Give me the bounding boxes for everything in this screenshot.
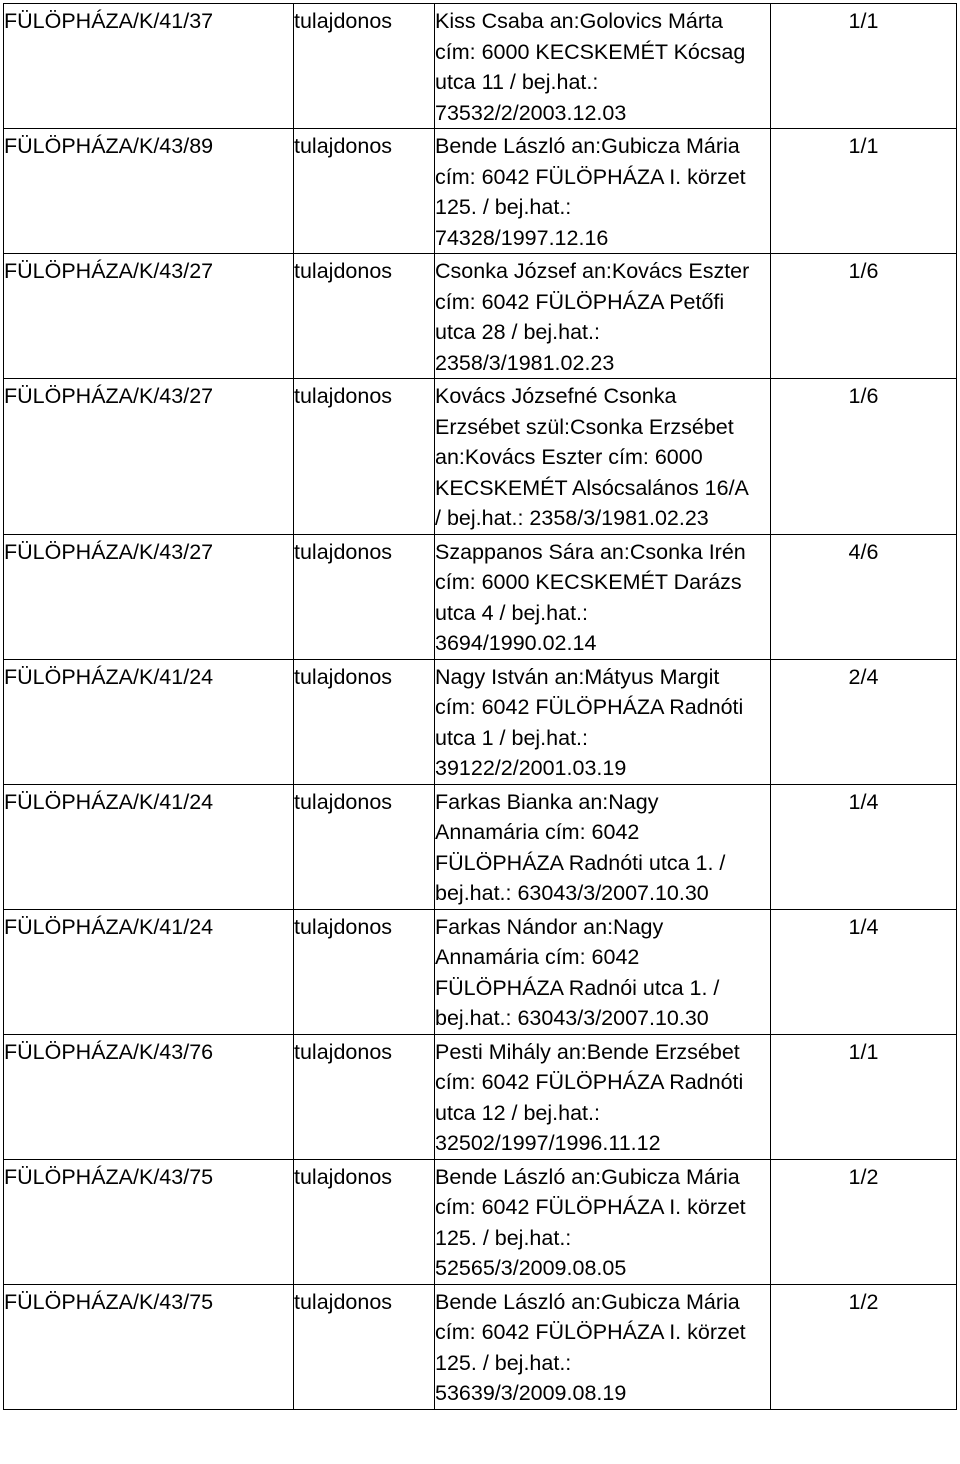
owner-details-cell <box>435 659 771 784</box>
ownership-share-cell: 1/4 <box>771 909 957 1034</box>
owner-details-line: Annamária cím: 6042 <box>435 945 640 969</box>
owner-details-cell <box>435 379 771 535</box>
parcel-id-cell: FÜLÖPHÁZA/K/43/27 <box>4 254 294 379</box>
ownership-share-cell: 1/1 <box>771 1034 957 1159</box>
role-cell: tulajdonos <box>294 379 435 535</box>
owner-details-line: 3694/1990.02.14 <box>435 631 597 655</box>
owner-details-cell <box>435 4 771 129</box>
parcel-id-cell: FÜLÖPHÁZA/K/43/27 <box>4 534 294 659</box>
owner-details-cell <box>435 1034 771 1159</box>
owner-details-line: Kovács Józsefné Csonka <box>435 384 677 408</box>
owner-details-cell <box>435 129 771 254</box>
owner-details-line: utca 1 / bej.hat.: <box>435 725 588 750</box>
table-row <box>4 1159 957 1284</box>
owner-details-line: 125. / bej.hat.: <box>435 1350 572 1375</box>
ownership-share-cell: 1/1 <box>771 4 957 129</box>
owner-details-line: cím: 6042 FÜLÖPHÁZA Radnóti <box>435 695 744 719</box>
table-row <box>4 1284 957 1409</box>
owner-details-line: 125. / bej.hat.: <box>435 1225 572 1250</box>
owner-details-line: bej.hat.: 63043/3/2007.10.30 <box>435 1006 709 1030</box>
parcel-id-cell: FÜLÖPHÁZA/K/41/24 <box>4 909 294 1034</box>
table-row <box>4 909 957 1034</box>
owner-details-line: 125. / bej.hat.: <box>435 195 572 219</box>
owner-details-line: Erzsébet szül:Csonka Erzsébet <box>435 414 734 439</box>
owner-details-line: cím: 6042 FÜLÖPHÁZA Petőfi <box>435 289 725 314</box>
role-cell: tulajdonos <box>294 129 435 254</box>
owner-details-line: cím: 6000 KECSKEMÉT Kócsag <box>435 39 746 64</box>
owner-details-line: Nagy István an:Mátyus Margit <box>435 664 720 689</box>
owner-details-line: utca 4 / bej.hat.: <box>435 600 588 625</box>
owner-details-line: 32502/1997/1996.11.12 <box>435 1131 661 1155</box>
table-row <box>4 254 957 379</box>
owner-details-cell <box>435 1159 771 1284</box>
owner-details-line: / bej.hat.: 2358/3/1981.02.23 <box>435 506 709 530</box>
owner-details-line: bej.hat.: 63043/3/2007.10.30 <box>435 881 709 905</box>
table-row <box>4 534 957 659</box>
owner-details-line: 73532/2/2003.12.03 <box>435 100 627 125</box>
role-cell: tulajdonos <box>294 534 435 659</box>
ownership-share-cell: 1/2 <box>771 1159 957 1284</box>
register-body <box>4 4 957 1410</box>
owner-details-line: KECSKEMÉT Alsócsalános 16/A <box>435 475 749 500</box>
parcel-id-cell: FÜLÖPHÁZA/K/43/89 <box>4 129 294 254</box>
parcel-id-cell: FÜLÖPHÁZA/K/43/75 <box>4 1159 294 1284</box>
owner-details-line: Annamária cím: 6042 <box>435 820 640 844</box>
ownership-share-cell: 4/6 <box>771 534 957 659</box>
owner-details-line: 52565/3/2009.08.05 <box>435 1256 627 1280</box>
ownership-share-cell: 1/1 <box>771 129 957 254</box>
parcel-id-cell: FÜLÖPHÁZA/K/41/37 <box>4 4 294 129</box>
owner-details-cell <box>435 909 771 1034</box>
table-row <box>4 379 957 535</box>
owner-details-line: 53639/3/2009.08.19 <box>435 1381 627 1405</box>
role-cell: tulajdonos <box>294 1284 435 1409</box>
table-row <box>4 659 957 784</box>
owner-details-line: FÜLÖPHÁZA Radnóti utca 1. / <box>435 850 726 875</box>
owner-details-line: cím: 6042 FÜLÖPHÁZA I. körzet <box>435 1195 746 1219</box>
parcel-id-cell: FÜLÖPHÁZA/K/41/24 <box>4 784 294 909</box>
ownership-share-cell: 1/2 <box>771 1284 957 1409</box>
ownership-share-cell: 2/4 <box>771 659 957 784</box>
parcel-id-cell: FÜLÖPHÁZA/K/43/27 <box>4 379 294 535</box>
owner-details-line: Bende László an:Gubicza Mária <box>435 1289 740 1314</box>
role-cell: tulajdonos <box>294 909 435 1034</box>
owner-details-line: Farkas Nándor an:Nagy <box>435 914 664 939</box>
owner-details-line: FÜLÖPHÁZA Radnói utca 1. / <box>435 975 720 1000</box>
owner-details-line: an:Kovács Eszter cím: 6000 <box>435 445 703 469</box>
role-cell: tulajdonos <box>294 254 435 379</box>
owner-details-line: utca 12 / bej.hat.: <box>435 1100 600 1125</box>
owner-details-cell <box>435 784 771 909</box>
owner-details-line: cím: 6042 FÜLÖPHÁZA Radnóti <box>435 1070 744 1094</box>
owner-details-line: utca 11 / bej.hat.: <box>435 70 599 94</box>
role-cell: tulajdonos <box>294 1034 435 1159</box>
owner-details-line: 39122/2/2001.03.19 <box>435 756 627 780</box>
owner-details-cell <box>435 1284 771 1409</box>
owner-details-line: utca 28 / bej.hat.: <box>435 320 600 344</box>
ownership-register-table <box>3 3 957 1410</box>
parcel-id-cell: FÜLÖPHÁZA/K/43/76 <box>4 1034 294 1159</box>
owner-details-line: 74328/1997.12.16 <box>435 225 609 250</box>
role-cell: tulajdonos <box>294 659 435 784</box>
owner-details-line: Bende László an:Gubicza Mária <box>435 1164 740 1189</box>
owner-details-line: 2358/3/1981.02.23 <box>435 350 615 375</box>
role-cell: tulajdonos <box>294 1159 435 1284</box>
role-cell: tulajdonos <box>294 784 435 909</box>
owner-details-cell <box>435 254 771 379</box>
parcel-id-cell: FÜLÖPHÁZA/K/41/24 <box>4 659 294 784</box>
table-row <box>4 129 957 254</box>
parcel-id-cell: FÜLÖPHÁZA/K/43/75 <box>4 1284 294 1409</box>
role-cell: tulajdonos <box>294 4 435 129</box>
table-row <box>4 1034 957 1159</box>
ownership-share-cell: 1/6 <box>771 379 957 535</box>
owner-details-line: cím: 6000 KECSKEMÉT Darázs <box>435 570 742 594</box>
owner-details-cell <box>435 534 771 659</box>
owner-details-line: Csonka József an:Kovács Eszter <box>435 259 750 283</box>
ownership-share-cell: 1/4 <box>771 784 957 909</box>
owner-details-line: Bende László an:Gubicza Mária <box>435 134 740 158</box>
owner-details-line: Szappanos Sára an:Csonka Irén <box>435 539 746 564</box>
owner-details-line: Kiss Csaba an:Golovics Márta <box>435 9 723 33</box>
owner-details-line: cím: 6042 FÜLÖPHÁZA I. körzet <box>435 164 746 189</box>
owner-details-line: cím: 6042 FÜLÖPHÁZA I. körzet <box>435 1320 746 1344</box>
ownership-share-cell: 1/6 <box>771 254 957 379</box>
table-row <box>4 784 957 909</box>
table-row <box>4 4 957 129</box>
owner-details-line: Farkas Bianka an:Nagy <box>435 789 659 814</box>
owner-details-line: Pesti Mihály an:Bende Erzsébet <box>435 1039 740 1064</box>
